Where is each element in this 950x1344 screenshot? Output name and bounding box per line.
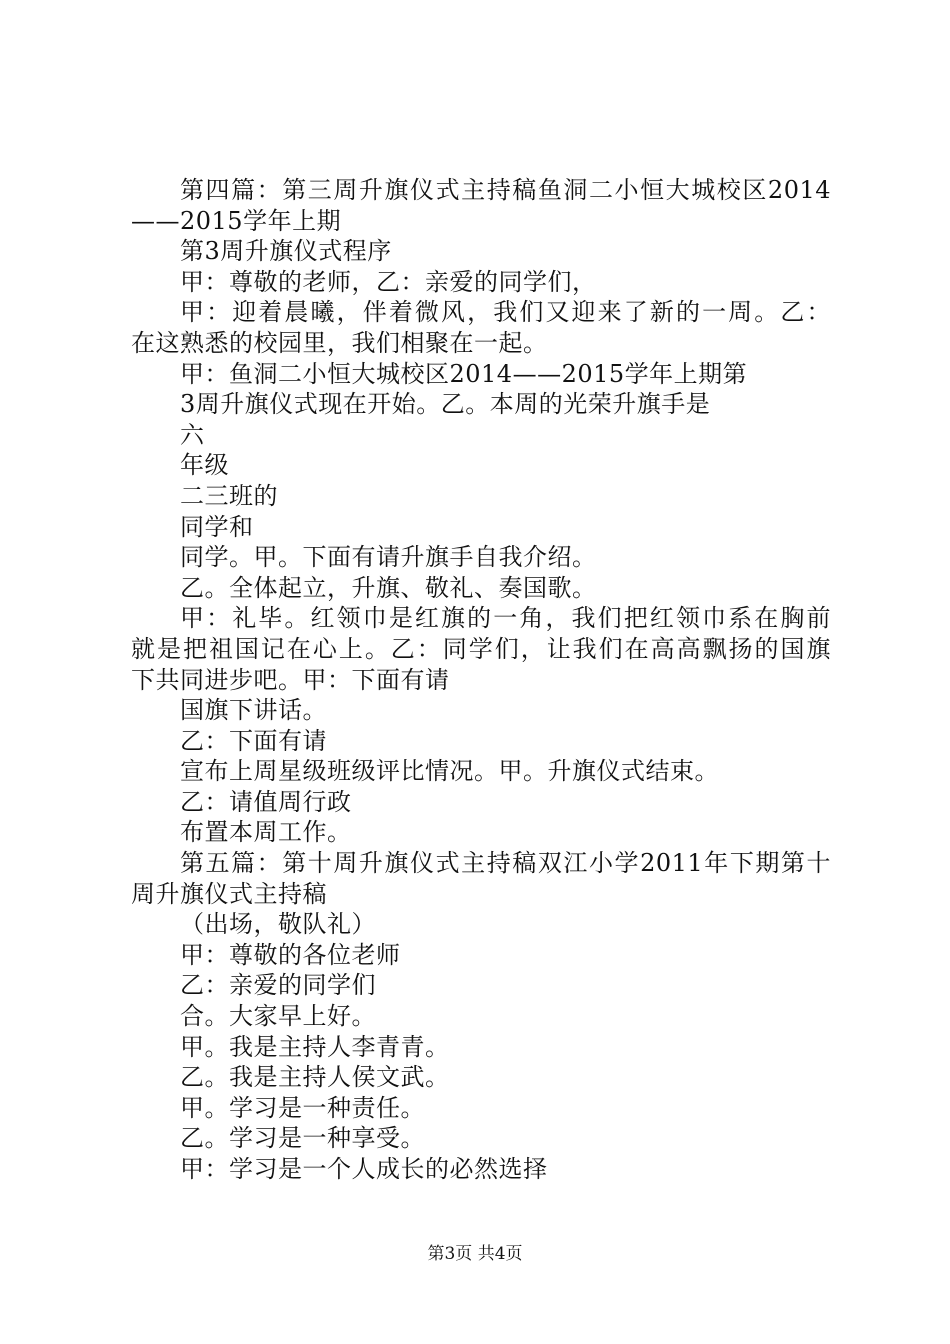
text-line: 甲：鱼洞二小恒大城校区2014——2015学年上期第 bbox=[180, 359, 748, 388]
text-line: 宣布上周星级班级评比情况。甲。升旗仪式结束。 bbox=[180, 757, 719, 786]
text-line: ——2015学年上期 bbox=[131, 206, 342, 235]
text-line: 第五篇：第十周升旗仪式主持稿双江小学2011年下期第十 bbox=[180, 849, 831, 878]
text-line: 甲。学习是一种责任。 bbox=[180, 1093, 425, 1122]
text-line: 3周升旗仪式现在开始。乙。本周的光荣升旗手是 bbox=[180, 390, 711, 419]
text-line: 合。大家早上好。 bbox=[180, 1002, 376, 1031]
text-line: 甲。我是主持人李青青。 bbox=[180, 1032, 450, 1061]
text-line: 国旗下讲话。 bbox=[180, 696, 327, 725]
text-line: 乙。我是主持人侯文武。 bbox=[180, 1063, 450, 1092]
text-line: 周升旗仪式主持稿 bbox=[131, 879, 327, 908]
text-line: 甲：尊敬的各位老师 bbox=[180, 940, 401, 969]
text-line: 甲：尊敬的老师，乙：亲爱的同学们， bbox=[180, 267, 597, 296]
text-line: 六 bbox=[180, 420, 205, 449]
text-line: 甲：迎着晨曦，伴着微风，我们又迎来了新的一周。乙： bbox=[180, 298, 831, 327]
text-line: 乙。全体起立，升旗、敬礼、奏国歌。 bbox=[180, 573, 597, 602]
text-line: 乙：请值周行政 bbox=[180, 787, 352, 816]
text-line: 同学和 bbox=[180, 512, 254, 541]
document-body bbox=[131, 175, 831, 1185]
text-line: 乙：下面有请 bbox=[180, 726, 327, 755]
text-line: 第四篇：第三周升旗仪式主持稿鱼洞二小恒大城校区2014 bbox=[180, 176, 831, 204]
text-line: 下共同进步吧。甲：下面有请 bbox=[131, 665, 450, 694]
text-line: 甲：礼毕。红领巾是红旗的一角，我们把红领巾系在胸前 bbox=[180, 604, 831, 633]
text-line: 二三班的 bbox=[180, 481, 278, 510]
text-line: 乙。学习是一种享受。 bbox=[180, 1124, 425, 1153]
text-line: 乙：亲爱的同学们 bbox=[180, 971, 376, 1000]
text-line: 同学。甲。下面有请升旗手自我介绍。 bbox=[180, 543, 597, 572]
text-line: 年级 bbox=[180, 451, 229, 480]
text-line: 在这熟悉的校园里，我们相聚在一起。 bbox=[131, 328, 548, 357]
text-line: （出场，敬队礼） bbox=[180, 910, 376, 939]
page-number-footer: 第3页 共4页 bbox=[427, 1244, 523, 1264]
text-line: 布置本周工作。 bbox=[180, 818, 352, 847]
text-line: 就是把祖国记在心上。乙：同学们，让我们在高高飘扬的国旗 bbox=[131, 634, 831, 663]
text-line: 第3周升旗仪式程序 bbox=[180, 237, 392, 266]
text-line: 甲：学习是一个人成长的必然选择 bbox=[180, 1155, 548, 1183]
